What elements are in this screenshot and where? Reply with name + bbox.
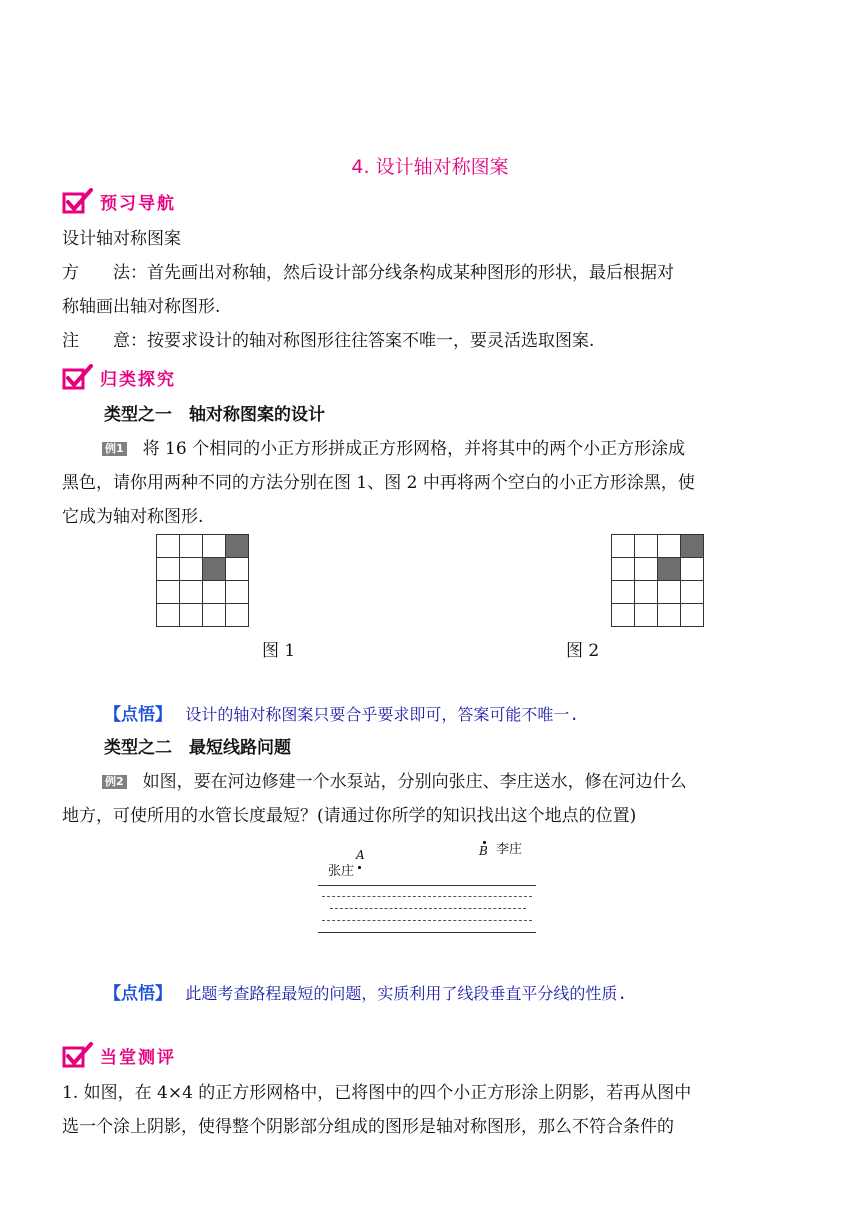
river-wave — [322, 896, 532, 897]
grid-cell — [680, 603, 704, 627]
example1-line-2: 黑色，请你用两种不同的方法分别在图 1、图 2 中再将两个空白的小正方形涂黑，使 — [62, 473, 695, 493]
method-line-1 — [62, 256, 802, 290]
river-wave — [322, 920, 532, 921]
grid-cell — [657, 534, 681, 558]
checkbox-check-icon — [62, 364, 94, 390]
grid-cell — [179, 557, 203, 581]
grid-cell — [179, 603, 203, 627]
grid-cell — [634, 603, 658, 627]
point-b-label: B — [479, 844, 488, 858]
river-bank-bottom — [318, 932, 536, 933]
label-lizhuang: 李庄 — [496, 842, 523, 857]
grid-cell — [202, 534, 226, 558]
grid-cell — [202, 580, 226, 604]
grid-cell — [156, 603, 180, 627]
question-1-line-1: 1. 如图，在 4×4 的正方形网格中，已将图中的四个小正方形涂上阴影，若再从图中 — [62, 1083, 692, 1103]
grid-figure-2 — [611, 534, 703, 626]
page-title: 4. 设计轴对称图案 — [351, 156, 509, 178]
river-wave — [330, 908, 526, 909]
grid-cell — [156, 534, 180, 558]
grid-cell — [611, 557, 635, 581]
grid-cell — [179, 534, 203, 558]
example-tag: 例1 — [102, 442, 127, 456]
note-label: 注 意： — [62, 331, 147, 351]
point-a-dot — [358, 866, 361, 869]
grid-cell — [611, 580, 635, 604]
note-line — [62, 324, 802, 358]
grid-cell — [156, 580, 180, 604]
tip-text: 设计的轴对称图案只要合乎要求即可，答案可能不唯一. — [185, 705, 580, 724]
section-label: 当堂测评 — [100, 1047, 176, 1068]
grid-cell — [680, 557, 704, 581]
grid-cell — [657, 603, 681, 627]
note-text: 按要求设计的轴对称图形往往答案不唯一，要灵活选取图案. — [147, 331, 595, 351]
tip-label: 【点悟】 — [104, 984, 172, 1004]
grid-cell-shaded — [202, 557, 226, 581]
tip-text: 此题考查路程最短的问题，实质利用了线段垂直平分线的性质. — [185, 984, 628, 1003]
method-line-2: 称轴画出轴对称图形. — [62, 297, 221, 317]
grid-cell-shaded — [657, 557, 681, 581]
type1-heading: 类型之一 轴对称图案的设计 — [104, 405, 325, 425]
grid-cell — [202, 603, 226, 627]
grid-cell — [634, 557, 658, 581]
method-text: 首先画出对称轴，然后设计部分线条构成某种图形的形状，最后根据对 — [147, 263, 674, 283]
example1-line-3: 它成为轴对称图形. — [62, 507, 204, 527]
example2-text: 如图，要在河边修建一个水泵站，分别向张庄、李庄送水，修在河边什么 — [142, 772, 687, 792]
example2-line-2: 地方，可使所用的水管长度最短？(请通过你所学的知识找出这个地点的位置) — [62, 806, 637, 826]
figure-1-caption: 图 1 — [262, 641, 296, 661]
type2-heading: 类型之二 最短线路问题 — [104, 738, 291, 758]
grid-figure-1 — [156, 534, 248, 626]
question-1-line-2: 选一个涂上阴影，使得整个阴影部分组成的图形是轴对称图形，那么不符合条件的 — [62, 1117, 674, 1137]
section-label: 预习导航 — [100, 193, 176, 214]
checkbox-check-icon — [62, 1042, 94, 1068]
tip-2 — [104, 979, 627, 1004]
grid-cell — [634, 580, 658, 604]
figure-2-caption: 图 2 — [566, 641, 600, 661]
point-a-label: A — [356, 848, 365, 862]
example-tag: 例2 — [102, 775, 127, 789]
method-label: 方 法： — [62, 263, 147, 283]
section-header-preview — [62, 186, 176, 216]
example1-line-1 — [62, 432, 802, 466]
section-header-test — [62, 1040, 176, 1070]
preview-heading: 设计轴对称图案 — [62, 229, 181, 249]
grid-cell — [225, 580, 249, 604]
grid-cell — [634, 534, 658, 558]
grid-cell — [680, 580, 704, 604]
river-bank-top — [318, 885, 536, 886]
checkbox-check-icon — [62, 188, 94, 214]
example2-line-1 — [62, 765, 802, 799]
grid-cell-shaded — [680, 534, 704, 558]
grid-cell — [156, 557, 180, 581]
section-header-explore — [62, 362, 176, 392]
grid-cell — [657, 580, 681, 604]
grid-cell — [179, 580, 203, 604]
tip-label: 【点悟】 — [104, 705, 172, 725]
grid-cell-shaded — [225, 534, 249, 558]
tip-1 — [104, 700, 579, 725]
grid-cell — [225, 557, 249, 581]
example1-text: 将 16 个相同的小正方形拼成正方形网格，并将其中的两个小正方形涂成 — [142, 439, 686, 459]
river-diagram — [318, 838, 548, 938]
grid-cell — [611, 534, 635, 558]
label-zhangzhuang: 张庄 — [328, 864, 355, 879]
grid-cell — [225, 603, 249, 627]
grid-cell — [611, 603, 635, 627]
section-label: 归类探究 — [100, 369, 176, 390]
